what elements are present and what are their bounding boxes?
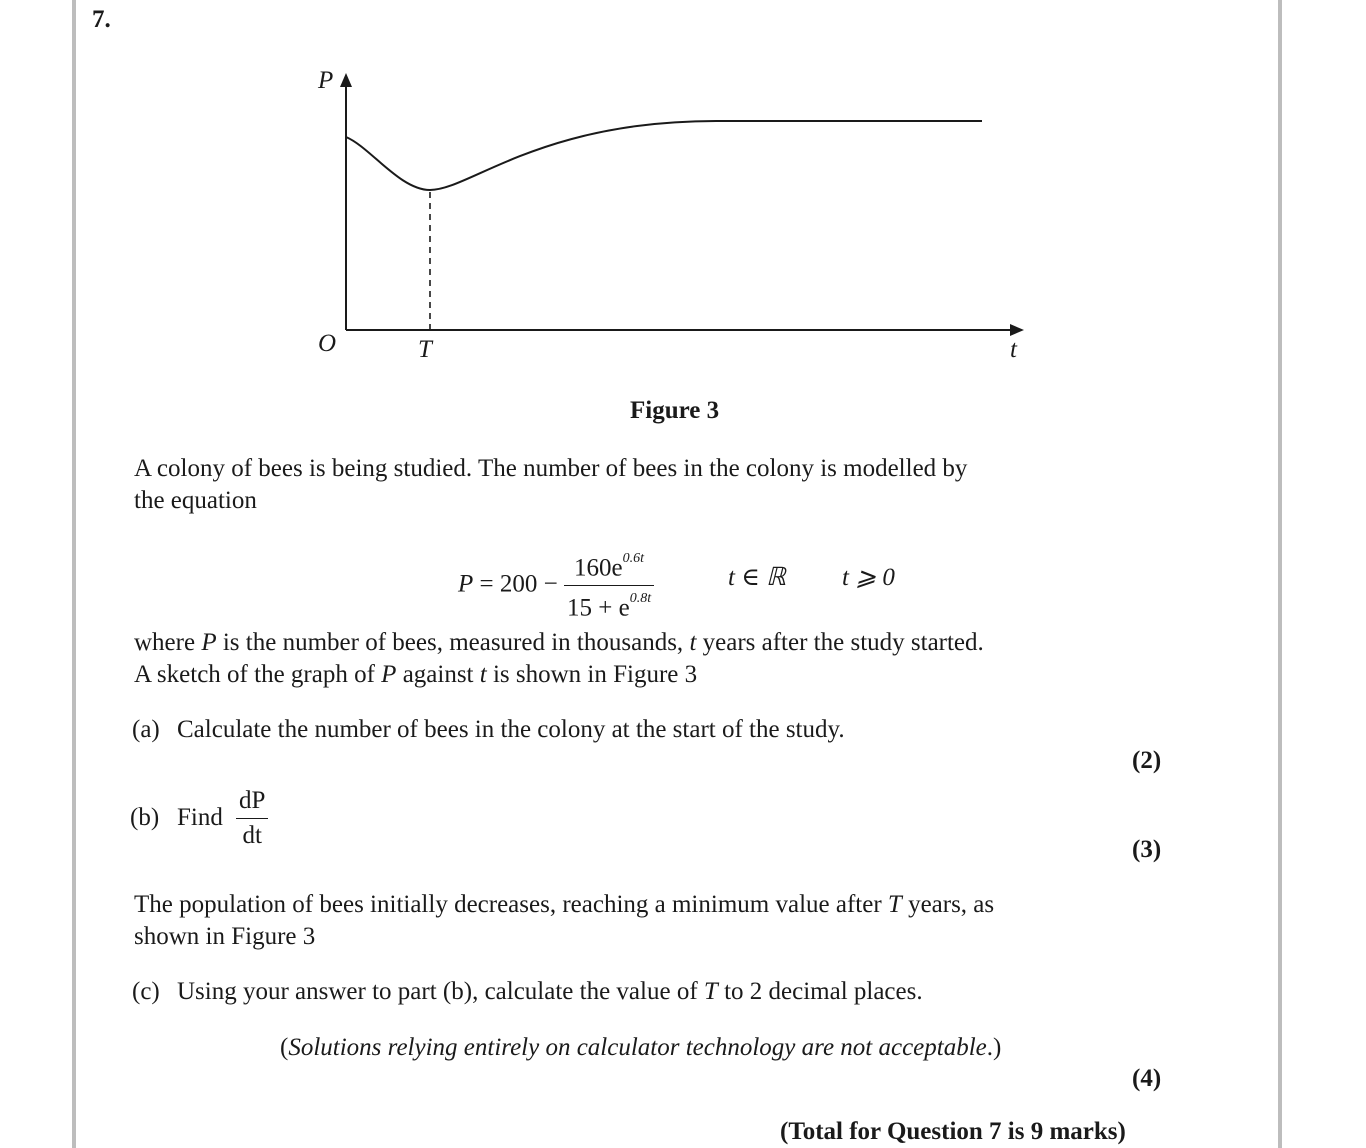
equation-numerator bbox=[564, 546, 654, 586]
x-axis-arrow bbox=[1010, 324, 1024, 336]
para2-a: The population of bees initially decreases, reaching a minimum value after bbox=[134, 891, 888, 918]
where2-var-t: t bbox=[479, 661, 487, 688]
part-c-c: to 2 decimal places. bbox=[717, 978, 923, 1005]
where-line-1 bbox=[134, 627, 984, 659]
equation-lhs: P bbox=[458, 570, 474, 598]
denominator-base: 15 + e bbox=[566, 594, 630, 622]
domain-real: t ∈ ℝ bbox=[728, 564, 786, 591]
calculator-note bbox=[280, 1032, 1001, 1064]
figure-3-graph bbox=[300, 55, 1060, 375]
figure-caption: Figure 3 bbox=[630, 397, 720, 424]
denominator-exponent: 0.8t bbox=[629, 591, 652, 607]
part-b-label: (b) bbox=[130, 804, 160, 831]
part-c-a: Using your answer to part (b), calculate the value of bbox=[177, 978, 704, 1005]
part-c-marks: (4) bbox=[1132, 1065, 1162, 1092]
where1-var-t: t bbox=[689, 629, 697, 656]
para2-c: years, as bbox=[901, 891, 995, 918]
note-text: Solutions relying entirely on calculator technology are not acceptable bbox=[288, 1034, 987, 1061]
page-border-right bbox=[1278, 0, 1282, 1148]
part-b-derivative bbox=[236, 784, 268, 853]
para2-line-2: shown in Figure 3 bbox=[134, 923, 316, 950]
part-a-marks: (2) bbox=[1132, 747, 1162, 774]
origin-label: O bbox=[318, 330, 337, 357]
population-curve bbox=[346, 121, 982, 190]
minimum-t-label: T bbox=[418, 336, 432, 363]
y-axis-arrow bbox=[340, 73, 352, 87]
domain-nonnegative: t ⩾ 0 bbox=[842, 564, 895, 591]
where2-var-p: P bbox=[381, 661, 397, 688]
intro-line-1: A colony of bees is being studied. The number of bees in the colony is modelled by bbox=[134, 455, 968, 482]
equation-fraction bbox=[564, 546, 654, 626]
note-open: ( bbox=[280, 1034, 289, 1061]
para2-line-1 bbox=[134, 889, 994, 921]
where2-c: against bbox=[396, 661, 480, 688]
where1-a: where bbox=[134, 629, 202, 656]
numerator-exponent: 0.6t bbox=[622, 551, 645, 566]
where-line-2 bbox=[134, 659, 697, 691]
equation-equals: = 200 − bbox=[479, 570, 558, 598]
derivative-fraction bbox=[236, 784, 268, 853]
derivative-numerator: dP bbox=[236, 784, 268, 819]
y-axis-label: P bbox=[318, 67, 334, 94]
para2-var-t: T bbox=[887, 891, 902, 918]
where1-e: years after the study started. bbox=[696, 629, 984, 656]
part-b-marks: (3) bbox=[1132, 836, 1162, 863]
part-a-label: (a) bbox=[132, 716, 160, 743]
part-c-label: (c) bbox=[132, 978, 160, 1005]
where2-e: is shown in Figure 3 bbox=[486, 661, 698, 688]
part-c-text bbox=[177, 976, 923, 1008]
intro-line-2: the equation bbox=[134, 487, 257, 514]
model-equation bbox=[458, 546, 654, 626]
where1-var-p: P bbox=[201, 629, 217, 656]
x-axis-label: t bbox=[1010, 336, 1017, 363]
note-close: .) bbox=[986, 1034, 1002, 1061]
page-border-left bbox=[72, 0, 76, 1148]
part-c-var-t: T bbox=[703, 978, 718, 1005]
where2-a: A sketch of the graph of bbox=[134, 661, 382, 688]
numerator-coeff: 160e bbox=[574, 554, 623, 582]
derivative-denominator: dt bbox=[242, 822, 262, 849]
equation-denominator bbox=[564, 586, 654, 625]
total-marks: (Total for Question 7 is 9 marks) bbox=[780, 1118, 1126, 1145]
part-a-text: Calculate the number of bees in the colony at the start of the study. bbox=[177, 716, 845, 743]
part-b-text: Find bbox=[177, 804, 223, 831]
question-number: 7. bbox=[92, 6, 111, 33]
where1-c: is the number of bees, measured in thousands, bbox=[216, 629, 690, 656]
